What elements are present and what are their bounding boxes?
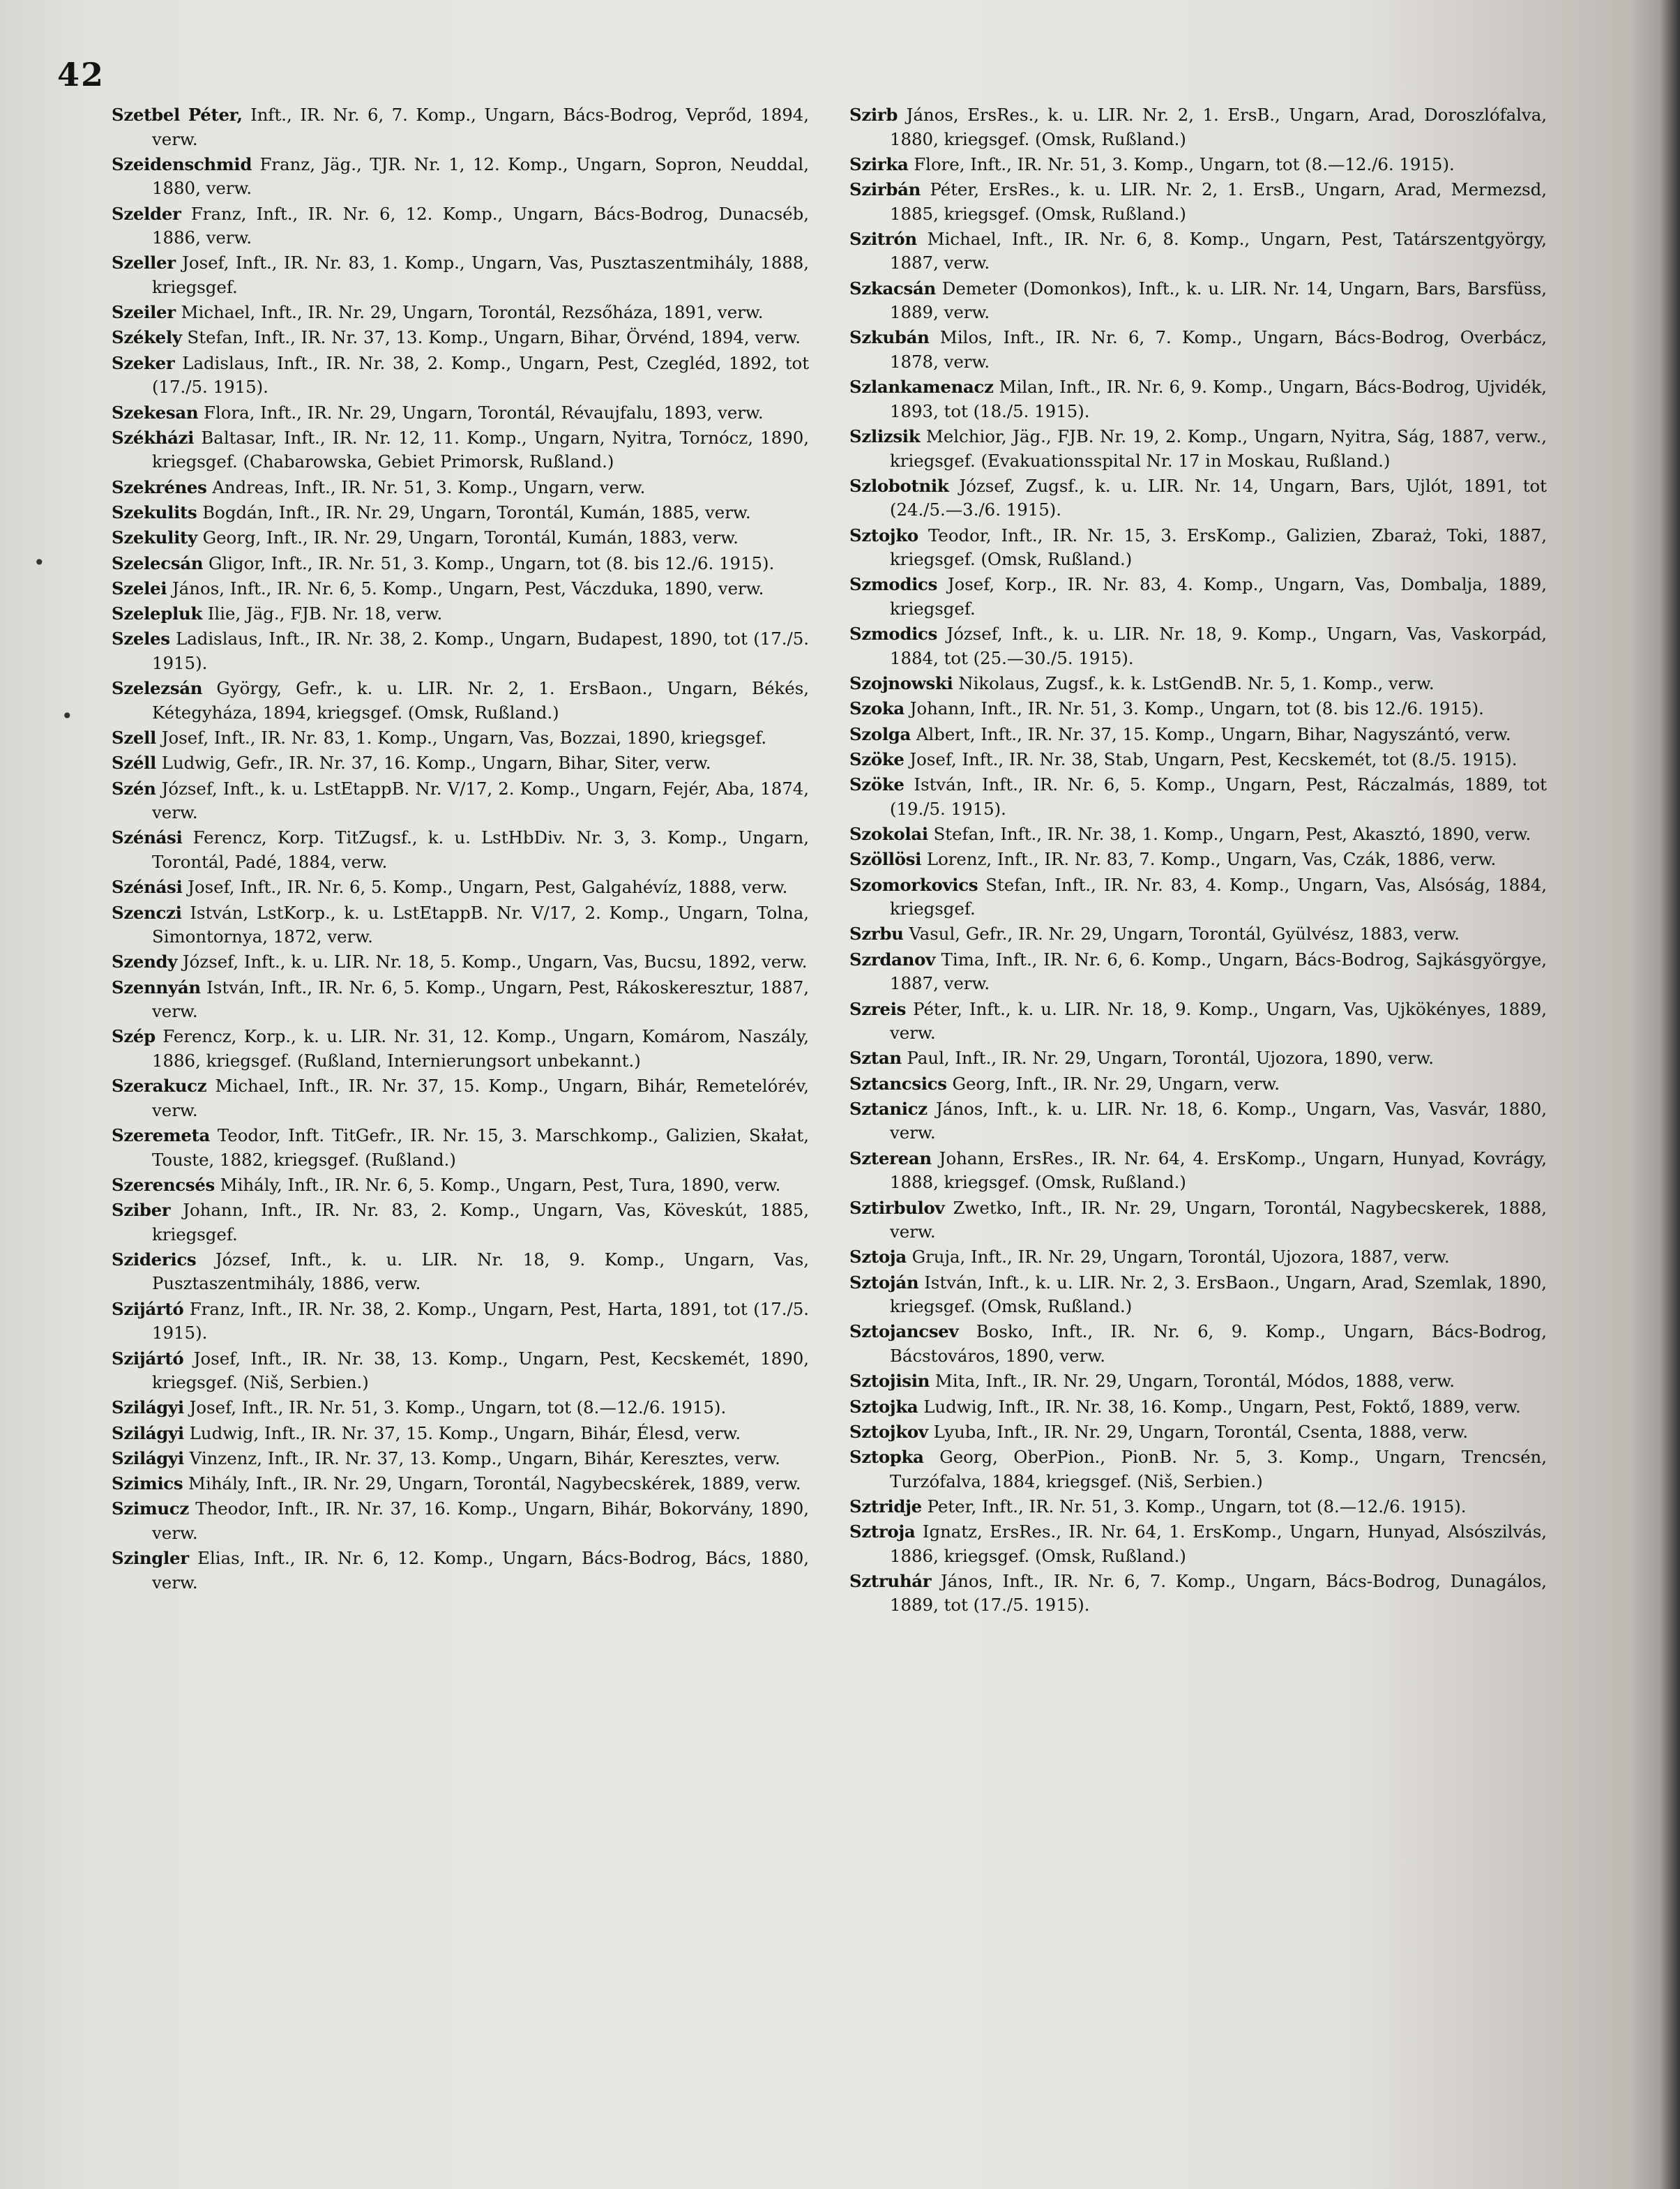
- entry-details: Johann, ErsRes., IR. Nr. 64, 4. ErsKomp., Ungarn, Hunyad, Kovrágy, 1888, kriegsgef. (Omsk, Rußland.): [890, 1148, 1547, 1193]
- list-entry: [112, 476, 809, 500]
- entry-details: István, Inft., k. u. LIR. Nr. 2, 3. ErsBaon., Ungarn, Arad, Szemlak, 1890, kriegsgef. (Omsk, Rußland.): [890, 1272, 1547, 1317]
- entry-surname: Sztoja: [849, 1247, 907, 1267]
- list-entry: [849, 1320, 1547, 1368]
- entry-details: Josef, Inft., IR. Nr. 6, 5. Komp., Ungarn, Pest, Galgahévíz, 1888, verw.: [182, 877, 788, 898]
- entry-details: Josef, Inft., IR. Nr. 83, 1. Komp., Ungarn, Vas, Pusztaszentmihály, 1888, kriegsgef.: [152, 253, 809, 297]
- list-entry: [849, 1147, 1547, 1195]
- entry-surname: Szimucz: [112, 1498, 189, 1519]
- list-entry: [849, 672, 1547, 696]
- entry-details: István, LstKorp., k. u. LstEtappB. Nr. V/17, 2. Komp., Ungarn, Tolna, Simontornya, 1872, verw.: [152, 902, 809, 947]
- list-entry: [112, 950, 809, 975]
- entry-details: Bogdán, Inft., IR. Nr. 29, Ungarn, Torontál, Kumán, 1885, verw.: [197, 502, 751, 522]
- entry-surname: Szlobotnik: [849, 475, 949, 496]
- list-entry: [112, 976, 809, 1024]
- entry-surname: Szelder: [112, 203, 181, 224]
- entry-surname: Szénási: [112, 877, 183, 898]
- entry-surname: Sztojkov: [849, 1421, 928, 1442]
- entry-surname: Szreis: [849, 998, 907, 1019]
- list-entry: [849, 723, 1547, 747]
- entry-surname: Sztojisin: [849, 1371, 930, 1392]
- list-entry: [112, 1074, 809, 1122]
- list-entry: [849, 1072, 1547, 1097]
- entry-surname: Szén: [112, 778, 156, 799]
- list-entry: [112, 602, 809, 626]
- entry-surname: Szelei: [112, 578, 167, 599]
- entry-surname: Szendy: [112, 951, 178, 972]
- entry-details: Johann, Inft., IR. Nr. 51, 3. Komp., Ungarn, tot (8. bis 12./6. 1915).: [904, 698, 1484, 719]
- entry-details: Georg, OberPion., PionB. Nr. 5, 3. Komp., Ungarn, Trencsén, Turzófalva, 1884, kriegsgef. (Niš, Serbien.): [890, 1447, 1547, 1491]
- entry-surname: Szojnowski: [849, 673, 953, 694]
- list-entry: [112, 577, 809, 601]
- entry-surname: Szeles: [112, 629, 170, 649]
- entry-details: Lorenz, Inft., IR. Nr. 83, 7. Komp., Ungarn, Vas, Czák, 1886, verw.: [921, 849, 1497, 870]
- entry-details: Josef, Inft., IR. Nr. 51, 3. Komp., Ungarn, tot (8.—12./6. 1915).: [183, 1397, 727, 1418]
- list-entry: [849, 375, 1547, 423]
- entry-details: Milos, Inft., IR. Nr. 6, 7. Komp., Ungarn, Bács-Bodrog, Overbácz, 1878, verw.: [890, 327, 1547, 372]
- entry-details: Zwetko, Inft., IR. Nr. 29, Ungarn, Torontál, Nagybecskerek, 1888, verw.: [890, 1197, 1547, 1242]
- list-entry: [112, 1173, 809, 1198]
- list-entry: [112, 677, 809, 725]
- entry-details: Melchior, Jäg., FJB. Nr. 19, 2. Komp., Ungarn, Nyitra, Ság, 1887, verw., kriegsgef. (Evakuationsspital Nr. 17 in Moskau, Rußland.): [890, 426, 1547, 471]
- entry-surname: Szöke: [849, 749, 905, 769]
- list-entry: [112, 875, 809, 900]
- list-entry: [112, 103, 809, 151]
- list-entry: [849, 1245, 1547, 1270]
- entry-details: Stefan, Inft., IR. Nr. 37, 13. Komp., Ungarn, Bihar, Örvénd, 1894, verw.: [181, 327, 801, 348]
- entry-surname: Szijártó: [112, 1348, 184, 1369]
- list-entry: [849, 873, 1547, 922]
- entry-details: Ludwig, Inft., IR. Nr. 37, 15. Komp., Ungarn, Bihár, Élesd, verw.: [183, 1422, 741, 1443]
- list-entry: [849, 277, 1547, 325]
- list-entry: [849, 773, 1547, 821]
- entry-surname: Szterean: [849, 1148, 932, 1168]
- list-entry: [849, 848, 1547, 872]
- entry-details: Ladislaus, Inft., IR. Nr. 38, 2. Komp., Ungarn, Pest, Czegléd, 1892, tot (17./5. 1915).: [152, 352, 809, 398]
- list-entry: [849, 1097, 1547, 1145]
- entry-surname: Szekulity: [112, 527, 197, 548]
- entry-details: Mihály, Inft., IR. Nr. 6, 5. Komp., Ungarn, Pest, Tura, 1890, verw.: [214, 1174, 781, 1195]
- entry-surname: Szöke: [849, 774, 905, 795]
- list-entry: [849, 1520, 1547, 1568]
- list-entry: [112, 1497, 809, 1545]
- list-entry: [112, 1447, 809, 1471]
- entry-details: Franz, Inft., IR. Nr. 38, 2. Komp., Ungarn, Pest, Harta, 1891, tot (17./5. 1915).: [152, 1298, 809, 1344]
- entry-details: Ludwig, Inft., IR. Nr. 38, 16. Komp., Ungarn, Pest, Foktő, 1889, verw.: [918, 1396, 1521, 1417]
- entry-details: József, Zugsf., k. u. LIR. Nr. 14, Ungarn, Bars, Ujlót, 1891, tot (24./5.—3./6. 1915).: [890, 475, 1547, 520]
- margin-mark: •: [33, 551, 45, 574]
- list-entry: [112, 326, 809, 350]
- entry-details: György, Gefr., k. u. LIR. Nr. 2, 1. ErsBaon., Ungarn, Békés, Kétegyháza, 1894, kriegsgef. (Omsk, Rußland.): [152, 678, 809, 723]
- entry-details: Michael, Inft., IR. Nr. 37, 15. Komp., Ungarn, Bihár, Remetelórév, verw.: [152, 1076, 809, 1120]
- list-entry: [112, 501, 809, 525]
- list-entry: [112, 726, 809, 751]
- entry-surname: Szirb: [849, 105, 898, 125]
- entry-surname: Szerakucz: [112, 1076, 207, 1097]
- page-edge-shadow: [1660, 0, 1680, 2189]
- list-entry: [849, 622, 1547, 670]
- list-entry: [849, 948, 1547, 996]
- list-entry: [112, 552, 809, 576]
- entry-surname: Szelepluk: [112, 603, 203, 624]
- list-entry: [112, 153, 809, 201]
- entry-surname: Szmodics: [849, 574, 938, 595]
- entry-surname: Sziber: [112, 1200, 171, 1221]
- entry-details: Josef, Inft., IR. Nr. 38, 13. Komp., Ungarn, Pest, Kecskemét, 1890, kriegsgef. (Niš, Serbien.): [152, 1348, 809, 1392]
- entry-surname: Szomorkovics: [849, 874, 978, 895]
- entry-surname: Szlizsik: [849, 426, 921, 447]
- list-entry: [112, 751, 809, 776]
- entry-surname: Szilágyi: [112, 1422, 184, 1443]
- list-entry: [849, 425, 1547, 473]
- entry-details: Mihály, Inft., IR. Nr. 29, Ungarn, Torontál, Nagybecskérek, 1889, verw.: [183, 1473, 801, 1494]
- entry-surname: Sztirbulov: [849, 1197, 945, 1218]
- entry-surname: Szrbu: [849, 924, 904, 945]
- list-entry: [849, 326, 1547, 374]
- entry-details: Michael, Inft., IR. Nr. 6, 8. Komp., Ungarn, Pest, Tatárszentgyörgy, 1887, verw.: [890, 228, 1547, 273]
- list-entry: [849, 1420, 1547, 1445]
- entry-surname: Szilágyi: [112, 1447, 184, 1468]
- entry-details: Ladislaus, Inft., IR. Nr. 38, 2. Komp., Ungarn, Budapest, 1890, tot (17./5. 1915).: [152, 629, 809, 673]
- entry-details: Josef, Inft., IR. Nr. 38, Stab, Ungarn, Pest, Kecskemét, tot (8./5. 1915).: [904, 749, 1518, 769]
- list-entry: [849, 748, 1547, 772]
- entry-surname: Szokolai: [849, 824, 928, 845]
- entry-surname: Szeker: [112, 352, 175, 373]
- entry-details: Johann, Inft., IR. Nr. 83, 2. Komp., Ungarn, Vas, Köveskút, 1885, kriegsgef.: [152, 1200, 809, 1244]
- list-entry: [849, 1196, 1547, 1244]
- list-entry: [849, 1369, 1547, 1394]
- entry-surname: Szekulits: [112, 502, 197, 522]
- entry-surname: Sztan: [849, 1048, 902, 1069]
- entry-details: Lyuba, Inft., IR. Nr. 29, Ungarn, Torontál, Csenta, 1888, verw.: [928, 1421, 1469, 1442]
- list-entry: [849, 103, 1547, 151]
- list-entry: [849, 1046, 1547, 1071]
- entry-surname: Sztopka: [849, 1447, 924, 1468]
- entry-details: János, Inft., IR. Nr. 6, 5. Komp., Ungarn, Pest, Váczduka, 1890, verw.: [167, 578, 764, 599]
- entry-surname: Szerencsés: [112, 1174, 215, 1195]
- list-entry: [849, 697, 1547, 721]
- entry-details: Vinzenz, Inft., IR. Nr. 37, 13. Komp., Ungarn, Bihár, Keresztes, verw.: [183, 1447, 780, 1468]
- entry-surname: Sztanicz: [849, 1098, 928, 1119]
- entry-details: János, Inft., k. u. LIR. Nr. 18, 6. Komp., Ungarn, Vas, Vasvár, 1880, verw.: [890, 1098, 1547, 1143]
- entry-details: Franz, Inft., IR. Nr. 6, 12. Komp., Ungarn, Bács-Bodrog, Dunacséb, 1886, verw.: [152, 203, 809, 248]
- list-entry: [112, 352, 809, 400]
- entry-surname: Szrdanov: [849, 949, 935, 970]
- list-entry: [849, 1271, 1547, 1319]
- entry-details: Ferencz, Korp. TitZugsf., k. u. LstHbDiv. Nr. 3, 3. Komp., Ungarn, Torontál, Padé, 1884, verw.: [152, 827, 809, 872]
- right-column: [849, 103, 1547, 1619]
- entry-surname: Szijártó: [112, 1298, 184, 1319]
- entry-surname: Sztridje: [849, 1496, 922, 1517]
- list-entry: [112, 1248, 809, 1296]
- entry-surname: Szell: [112, 728, 157, 749]
- entry-details: János, Inft., IR. Nr. 6, 7. Komp., Ungarn, Bács-Bodrog, Dunagálos, 1889, tot (17./5. 1915).: [890, 1570, 1547, 1616]
- list-entry: [112, 301, 809, 325]
- entry-details: Paul, Inft., IR. Nr. 29, Ungarn, Torontál, Ujozora, 1890, verw.: [901, 1048, 1434, 1069]
- entry-details: Franz, Jäg., TJR. Nr. 1, 12. Komp., Ungarn, Sopron, Neuddal, 1880, verw.: [152, 153, 809, 199]
- list-entry: [849, 474, 1547, 522]
- list-entry: [849, 822, 1547, 847]
- entry-details: Nikolaus, Zugsf., k. k. LstGendB. Nr. 5, 1. Komp., verw.: [953, 673, 1435, 694]
- entry-surname: Szeidenschmid: [112, 153, 252, 174]
- entry-surname: Szeremeta: [112, 1125, 211, 1146]
- list-entry: [112, 627, 809, 675]
- entry-surname: Szénási: [112, 827, 183, 848]
- entry-surname: Szkubán: [849, 327, 930, 348]
- entry-details: Ignatz, ErsRes., IR. Nr. 64, 1. ErsKomp., Ungarn, Hunyad, Alsószilvás, 1886, kriegsgef. (Omsk, Rußland.): [890, 1521, 1547, 1566]
- list-entry: [112, 1124, 809, 1172]
- entry-details: Josef, Inft., IR. Nr. 83, 1. Komp., Ungarn, Vas, Bozzai, 1890, kriegsgef.: [156, 728, 767, 749]
- entry-details: Theodor, Inft., IR. Nr. 37, 16. Komp., Ungarn, Bihár, Bokorvány, 1890, verw.: [152, 1498, 809, 1543]
- entry-surname: Szilágyi: [112, 1397, 184, 1418]
- list-entry: [112, 826, 809, 874]
- entry-surname: Sztruhár: [849, 1570, 932, 1591]
- list-entry: [849, 1570, 1547, 1618]
- entry-surname: Szirbán: [849, 179, 921, 200]
- entry-surname: Sztancsics: [849, 1073, 947, 1094]
- entry-details: Georg, Inft., IR. Nr. 29, Ungarn, Torontál, Kumán, 1883, verw.: [197, 527, 739, 548]
- list-entry: [112, 777, 809, 825]
- entry-details: József, Inft., k. u. LIR. Nr. 18, 5. Komp., Ungarn, Vas, Bucsu, 1892, verw.: [177, 951, 808, 972]
- margin-mark: •: [61, 705, 73, 728]
- list-entry: [112, 901, 809, 949]
- entry-surname: Sztojko: [849, 525, 918, 546]
- list-entry: [849, 573, 1547, 621]
- list-entry: [112, 251, 809, 299]
- list-entry: [112, 1547, 809, 1595]
- list-entry: [112, 1396, 809, 1420]
- entry-surname: Szmodics: [849, 624, 938, 645]
- list-entry: [849, 1495, 1547, 1519]
- entry-surname: Szkacsán: [849, 278, 936, 299]
- page-number: 42: [57, 56, 105, 93]
- entry-details: Josef, Korp., IR. Nr. 83, 4. Komp., Ungarn, Vas, Dombalja, 1889, kriegsgef.: [890, 574, 1547, 619]
- entry-surname: Szöllösi: [849, 849, 922, 870]
- entry-surname: Széll: [112, 753, 157, 774]
- entry-surname: Szitrón: [849, 228, 917, 249]
- list-entry: [112, 1297, 809, 1346]
- entry-details: Flora, Inft., IR. Nr. 29, Ungarn, Torontál, Révaujfalu, 1893, verw.: [198, 402, 764, 423]
- list-entry: [849, 153, 1547, 177]
- entry-details: Teodor, Inft., IR. Nr. 15, 3. ErsKomp., Galizien, Zbaraż, Toki, 1887, kriegsgef. (Omsk, Rußland.): [890, 525, 1547, 570]
- entry-details: Vasul, Gefr., IR. Nr. 29, Ungarn, Torontál, Gyülvész, 1883, verw.: [903, 924, 1460, 945]
- list-entry: [112, 426, 809, 474]
- entry-surname: Szetbel Péter,: [112, 105, 243, 125]
- list-entry: [849, 922, 1547, 947]
- entry-surname: Szolga: [849, 723, 911, 744]
- entry-surname: Szimics: [112, 1473, 183, 1494]
- list-entry: [849, 227, 1547, 276]
- entry-details: Elias, Inft., IR. Nr. 6, 12. Komp., Ungarn, Bács-Bodrog, Bács, 1880, verw.: [152, 1548, 809, 1593]
- list-entry: [849, 1395, 1547, 1420]
- entry-details: Baltasar, Inft., IR. Nr. 12, 11. Komp., Ungarn, Nyitra, Tornócz, 1890, kriegsgef. (Chabarowska, Gebiet Primorsk, Rußland.): [152, 427, 809, 472]
- entry-details: Bosko, Inft., IR. Nr. 6, 9. Komp., Ungarn, Bács-Bodrog, Bácstováros, 1890, verw.: [890, 1321, 1547, 1366]
- entry-details: Stefan, Inft., IR. Nr. 83, 4. Komp., Ungarn, Vas, Alsóság, 1884, kriegsgef.: [890, 874, 1547, 919]
- entry-details: János, ErsRes., k. u. LIR. Nr. 2, 1. ErsB., Ungarn, Arad, Doroszlófalva, 1880, kriegsgef. (Omsk, Rußland.): [890, 105, 1547, 149]
- list-entry: [112, 202, 809, 250]
- entry-surname: Szelecsán: [112, 552, 204, 573]
- list-entry: [112, 1025, 809, 1073]
- entry-surname: Sztroja: [849, 1521, 916, 1542]
- list-entry: [112, 526, 809, 550]
- entry-surname: Szoka: [849, 698, 905, 719]
- entry-surname: Sziderics: [112, 1249, 197, 1270]
- entry-surname: Szirka: [849, 153, 909, 174]
- left-column: [112, 103, 809, 1596]
- entry-details: Gruja, Inft., IR. Nr. 29, Ungarn, Torontál, Ujozora, 1887, verw.: [906, 1247, 1450, 1267]
- entry-surname: Sztojancsev: [849, 1321, 959, 1342]
- entry-details: Peter, Inft., IR. Nr. 51, 3. Komp., Ungarn, tot (8.—12./6. 1915).: [921, 1496, 1467, 1517]
- entry-details: Demeter (Domonkos), Inft., k. u. LIR. Nr. 14, Ungarn, Bars, Barsfüss, 1889, verw.: [890, 278, 1547, 323]
- entry-surname: Szennyán: [112, 977, 201, 998]
- entry-surname: Szekrénes: [112, 476, 207, 497]
- entry-details: Teodor, Inft. TitGefr., IR. Nr. 15, 3. Marschkomp., Galizien, Skałat, Touste, 1882, kriegsgef. (Rußland.): [152, 1125, 809, 1170]
- list-entry: [112, 1422, 809, 1446]
- entry-details: Gligor, Inft., IR. Nr. 51, 3. Komp., Ungarn, tot (8. bis 12./6. 1915).: [203, 552, 775, 573]
- entry-details: Tima, Inft., IR. Nr. 6, 6. Komp., Ungarn, Bács-Bodrog, Sajkásgyörgye, 1887, verw.: [890, 949, 1547, 994]
- entry-details: Inft., IR. Nr. 6, 7. Komp., Ungarn, Bács-Bodrog, Veprőd, 1894, verw.: [152, 105, 810, 149]
- entry-details: Ludwig, Gefr., IR. Nr. 37, 16. Komp., Ungarn, Bihar, Siter, verw.: [156, 753, 711, 774]
- entry-details: Flore, Inft., IR. Nr. 51, 3. Komp., Ungarn, tot (8.—12./6. 1915).: [908, 153, 1455, 174]
- entry-surname: Sztoján: [849, 1272, 919, 1293]
- entry-surname: Szenczi: [112, 902, 182, 923]
- entry-details: Georg, Inft., IR. Nr. 29, Ungarn, verw.: [946, 1073, 1280, 1094]
- entry-details: Stefan, Inft., IR. Nr. 38, 1. Komp., Ungarn, Pest, Akasztó, 1890, verw.: [928, 824, 1531, 845]
- entry-details: Ferencz, Korp., k. u. LIR. Nr. 31, 12. Komp., Ungarn, Komárom, Naszály, 1886, kriegsgef. (Rußland, Internierungsort unbekannt.): [152, 1026, 809, 1071]
- entry-surname: Szelezsán: [112, 678, 203, 699]
- entry-details: József, Inft., k. u. LIR. Nr. 18, 9. Komp., Ungarn, Vas, Pusztaszentmihály, 1886, verw.: [152, 1249, 809, 1294]
- entry-surname: Szlankamenacz: [849, 377, 994, 398]
- list-entry: [112, 1198, 809, 1247]
- list-entry: [112, 1472, 809, 1496]
- entry-details: István, Inft., IR. Nr. 6, 5. Komp., Ungarn, Pest, Ráczalmás, 1889, tot (19./5. 1915).: [890, 774, 1547, 819]
- entry-surname: Szekesan: [112, 402, 199, 423]
- entry-details: Andreas, Inft., IR. Nr. 51, 3. Komp., Ungarn, verw.: [206, 476, 646, 497]
- entry-details: Péter, Inft., k. u. LIR. Nr. 18, 9. Komp., Ungarn, Vas, Ujkökényes, 1889, verw.: [890, 998, 1547, 1044]
- entry-details: Michael, Inft., IR. Nr. 29, Ungarn, Torontál, Rezsőháza, 1891, verw.: [175, 302, 764, 323]
- entry-surname: Székely: [112, 327, 182, 348]
- entry-surname: Szeller: [112, 253, 176, 273]
- entry-details: István, Inft., IR. Nr. 6, 5. Komp., Ungarn, Pest, Rákoskeresztur, 1887, verw.: [152, 977, 809, 1022]
- entry-details: Mita, Inft., IR. Nr. 29, Ungarn, Torontál, Módos, 1888, verw.: [930, 1371, 1455, 1392]
- list-entry: [849, 524, 1547, 572]
- list-entry: [849, 998, 1547, 1046]
- list-entry: [112, 1347, 809, 1395]
- entry-details: Milan, Inft., IR. Nr. 6, 9. Komp., Ungarn, Bács-Bodrog, Ujvidék, 1893, tot (18./5. 1915).: [890, 377, 1547, 421]
- entry-details: József, Inft., k. u. LstEtappB. Nr. V/17, 2. Komp., Ungarn, Fejér, Aba, 1874, verw.: [152, 778, 809, 823]
- entry-details: Ilie, Jäg., FJB. Nr. 18, verw.: [202, 603, 443, 624]
- list-entry: [849, 178, 1547, 226]
- list-entry: [112, 401, 809, 426]
- entry-details: Albert, Inft., IR. Nr. 37, 15. Komp., Ungarn, Bihar, Nagyszántó, verw.: [911, 723, 1511, 744]
- entry-surname: Szingler: [112, 1548, 189, 1569]
- entry-surname: Szép: [112, 1026, 156, 1047]
- entry-details: Péter, ErsRes., k. u. LIR. Nr. 2, 1. ErsB., Ungarn, Arad, Mermezsd, 1885, kriegsgef. (Omsk, Rußland.): [890, 179, 1547, 224]
- entry-details: József, Inft., k. u. LIR. Nr. 18, 9. Komp., Ungarn, Vas, Vaskorpád, 1884, tot (25.—30./5. 1915).: [890, 624, 1547, 668]
- entry-surname: Székházi: [112, 427, 195, 448]
- entry-surname: Szeiler: [112, 302, 176, 323]
- list-entry: [849, 1445, 1547, 1494]
- entry-surname: Sztojka: [849, 1396, 918, 1417]
